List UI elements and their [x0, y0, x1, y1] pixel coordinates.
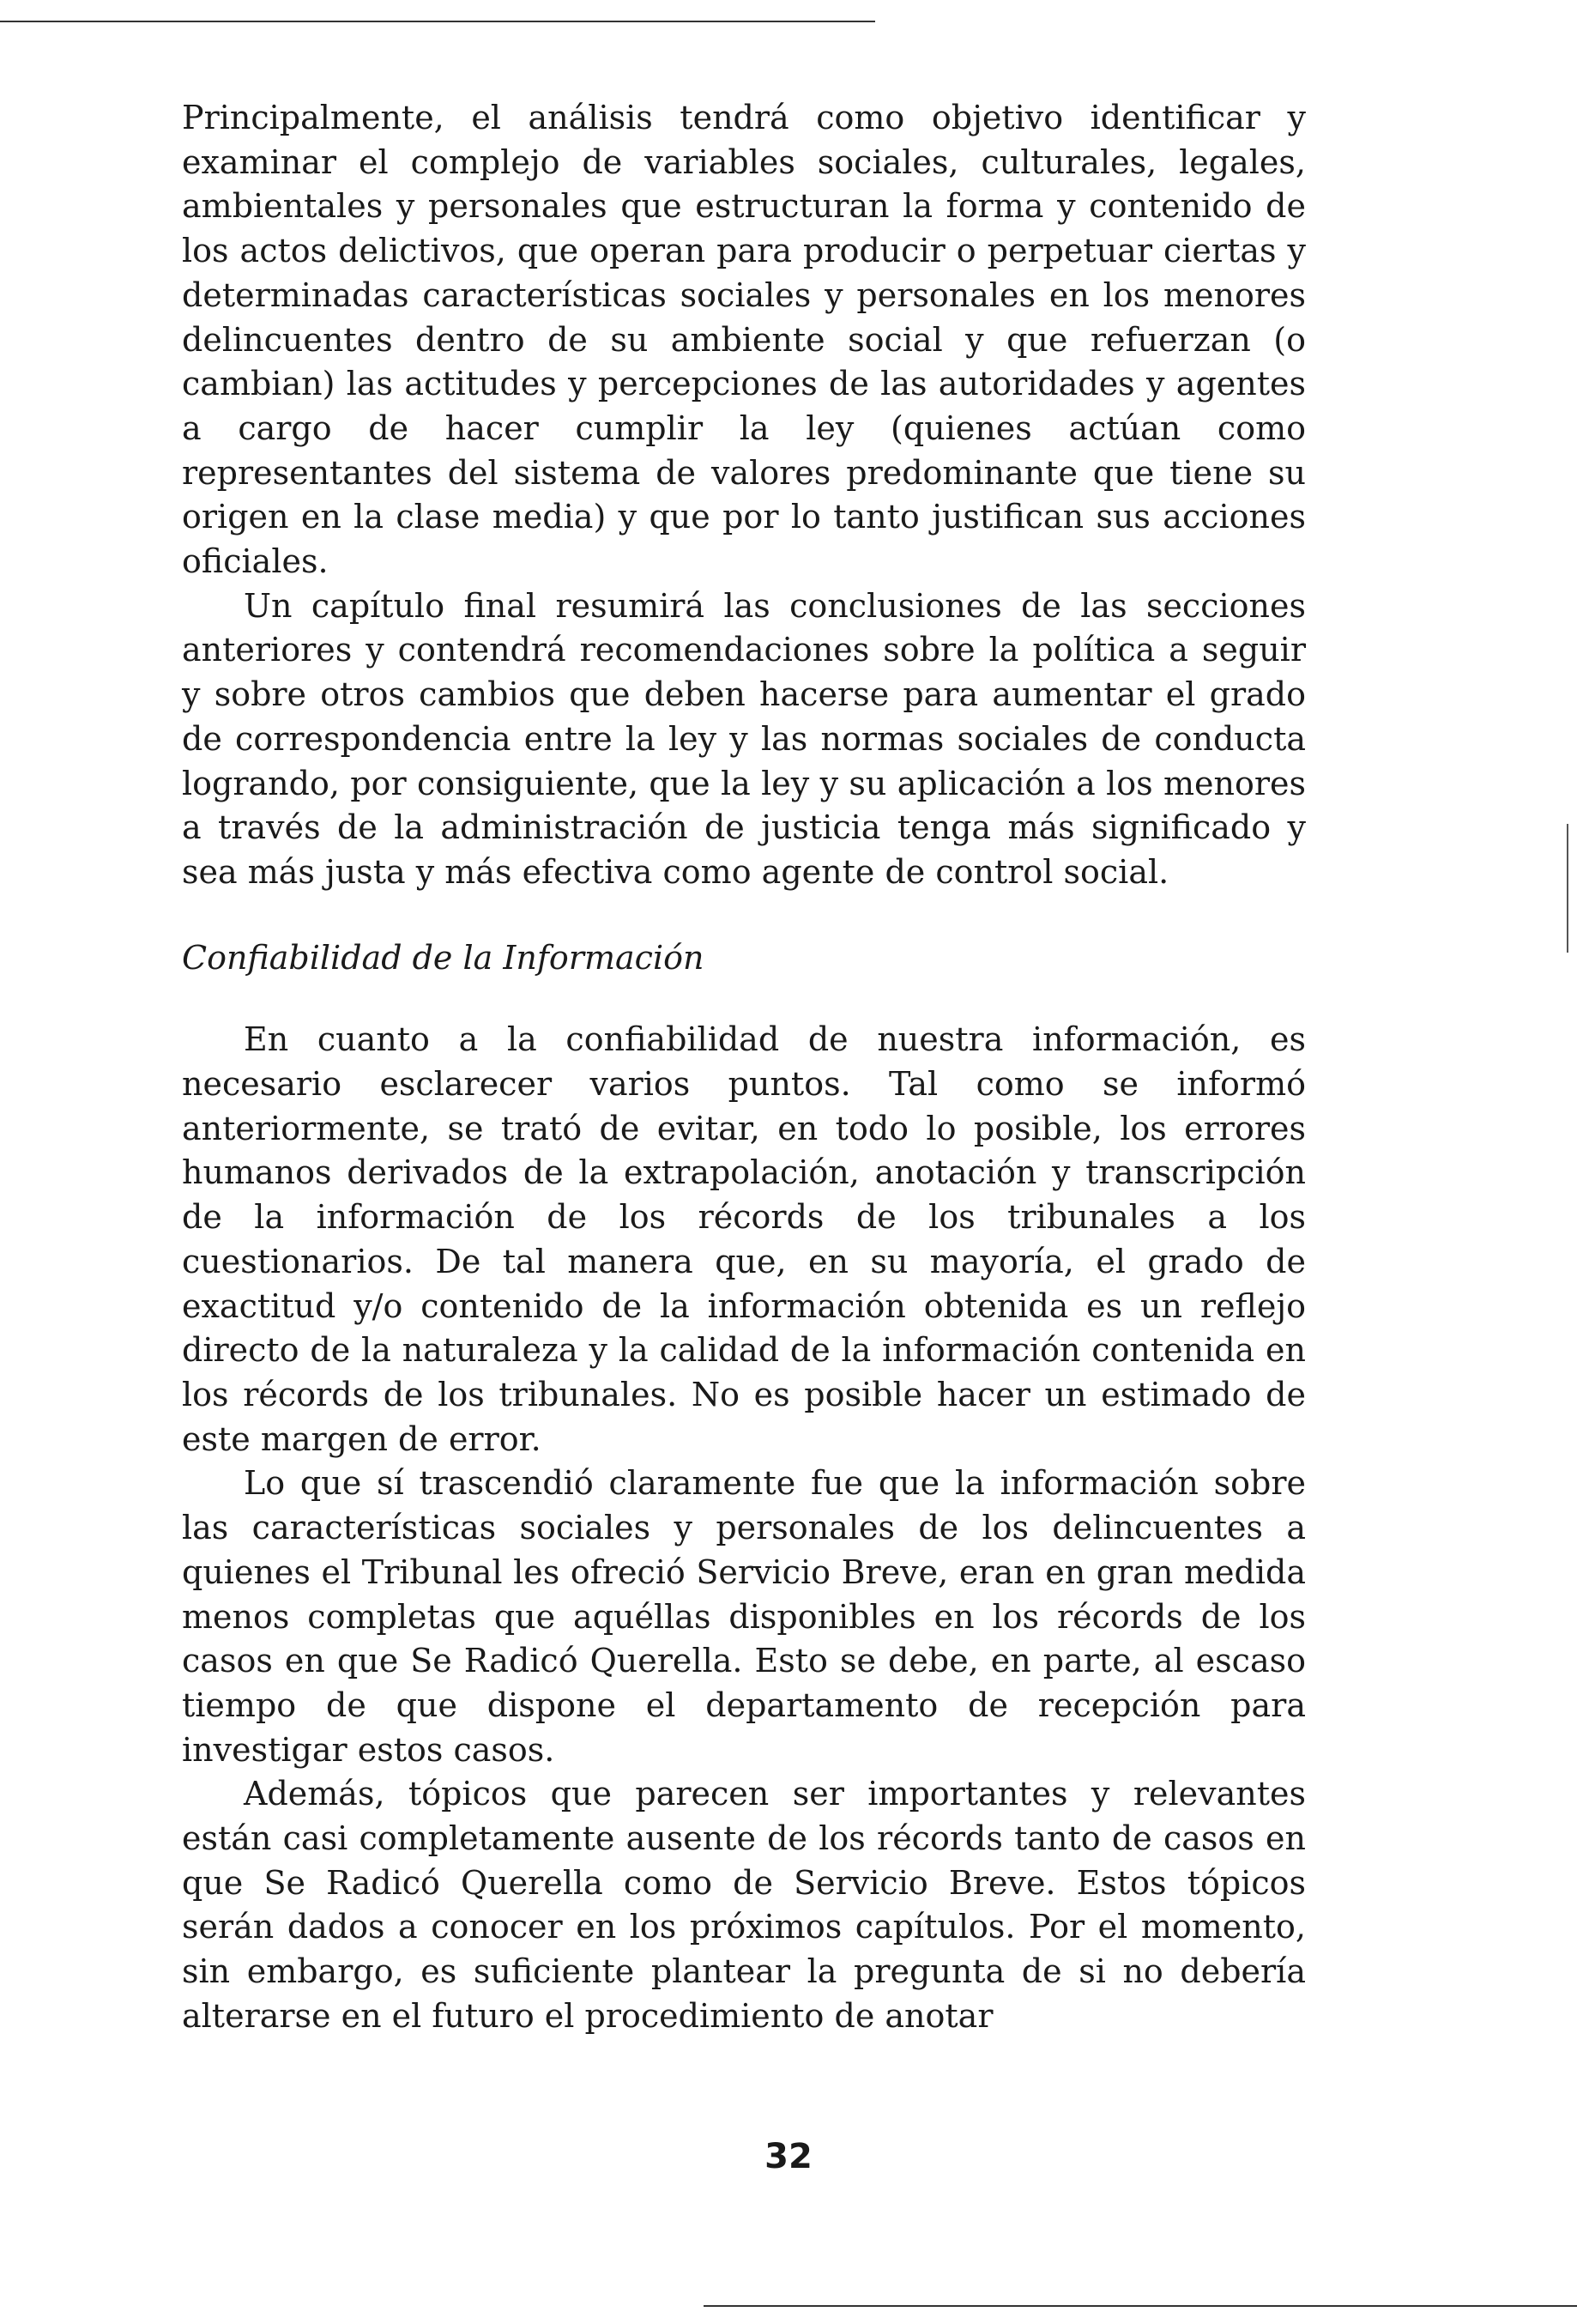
paragraph-records: Lo que sí trascendió claramente fue que la información sobre las características sociales y personales de los delincuentes a quienes el Tribunal les ofreció Servicio Breve, eran en gran medida menos completas que aquéllas disponibles en los récords de los casos en que Se Radicó Querella. Esto se debe, en parte, al escaso tiempo de que dispone el departamento de recepción para investigar estos casos.: [182, 1464, 1306, 1769]
top-rule: [0, 21, 875, 22]
page-number: 32: [764, 2137, 813, 2176]
paragraph-objectives: Principalmente, el análisis tendrá como objetivo identificar y examinar el complejo de variables sociales, culturales, legales, ambientales y personales que estructuran la forma y contenido de los actos delictivos, que operan para producir o perpetuar ciertas y determinadas características sociales y personales en los menores delincuentes dentro de su ambiente social y que refuerzan (o cambian) las actitudes y percepciones de las autoridades y agentes a cargo de hacer cumplir la ley (quienes actúan como representantes del sistema de valores predominante que tiene su origen en la clase media) y que por lo tanto justifican sus acciones oficiales.: [182, 99, 1306, 581]
paragraph-topics: Además, tópicos que parecen ser importantes y relevantes están casi completamente ausente de los récords tanto de casos en que Se Radicó Querella como de Servicio Breve. Estos tópicos serán dados a conocer en los próximos capítulos. Por el momento, sin embargo, es suficiente plantear la pregunta de si no debería alterarse en el futuro el procedimiento de anotar: [182, 1775, 1306, 2035]
body-text: [182, 96, 1306, 2039]
section-heading: Confiabilidad de la Información: [182, 938, 704, 977]
paragraph-final-chapter: Un capítulo final resumirá las conclusiones de las secciones anteriores y contendrá recomendaciones sobre la política a seguir y sobre otros cambios que deben hacerse para aumentar el grado de correspondencia entre la ley y las normas sociales de conducta logrando, por consiguiente, que la ley y su aplicación a los menores a través de la administración de justicia tenga más significado y sea más justa y más efectiva como agente de control social.: [182, 586, 1306, 891]
paragraph-reliability: En cuanto a la confiabilidad de nuestra información, es necesario esclarecer varios puntos. Tal como se informó anteriormente, se trató de evitar, en todo lo posible, los errores humanos derivados de la extrapolación, anotación y transcripción de la información de los récords de los tribunales a los cuestionarios. De tal manera que, en su mayoría, el grado de exactitud y/o contenido de la información obtenida es un reflejo directo de la naturaleza y la calidad de la información contenida en los récords de los tribunales. No es posible hacer un estimado de este margen de error.: [182, 1020, 1306, 1458]
bottom-rule: [704, 2305, 1577, 2307]
margin-mark: [1567, 824, 1568, 953]
